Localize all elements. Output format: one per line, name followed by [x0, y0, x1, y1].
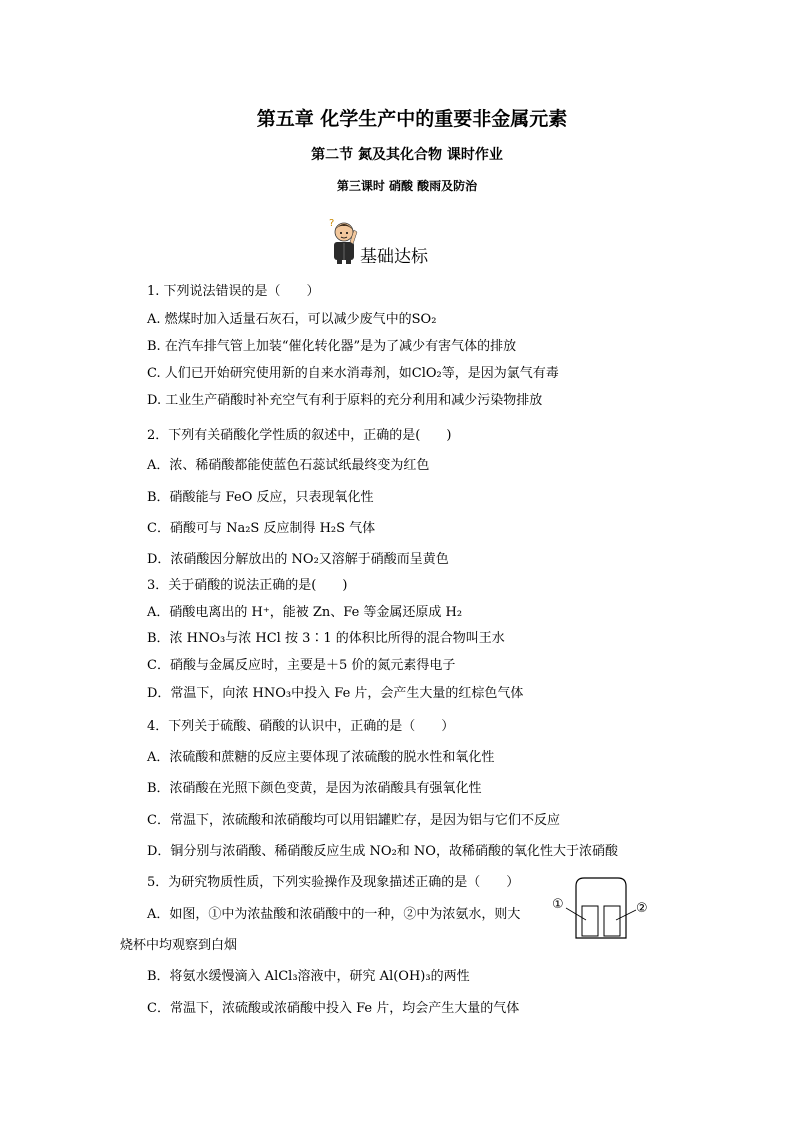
- section-label: 基础达标: [360, 247, 428, 267]
- q3-option-a: A．硝酸电离出的 H⁺，能被 Zn、Fe 等金属还原成 H₂: [147, 605, 463, 620]
- q1-option-c: C. 人们已开始研究使用新的自来水消毒剂，如ClO₂等，是因为氯气有毒: [147, 366, 559, 381]
- q2-stem: 2．下列有关硝酸化学性质的叙述中，正确的是( ): [147, 428, 452, 443]
- diagram-label-1: ①: [552, 897, 564, 912]
- q3-option-c: C．硝酸与金属反应时，主要是＋5 价的氮元素得电子: [147, 658, 456, 673]
- lesson-subtitle: 第三课时 硝酸 酸雨及防治: [336, 179, 478, 193]
- q5-option-a-line2: 烧杯中均观察到白烟: [120, 938, 238, 953]
- q1-stem: 1. 下列说法错误的是（ ）: [147, 284, 320, 299]
- q5-option-a-line1: A．如图，①中为浓盐酸和浓硝酸中的一种，②中为浓氨水，则大: [147, 907, 521, 922]
- q5-option-c: C．常温下，浓硫酸或浓硝酸中投入 Fe 片，均会产生大量的气体: [147, 1001, 520, 1016]
- q2-option-d: D．浓硝酸因分解放出的 NO₂又溶解于硝酸而呈黄色: [147, 552, 449, 567]
- q2-option-c: C．硝酸可与 Na₂S 反应制得 H₂S 气体: [147, 521, 376, 536]
- svg-text:?: ?: [329, 218, 335, 229]
- q5-option-b: B．将氨水缓慢滴入 AlCl₃溶液中，研究 Al(OH)₃的两性: [147, 969, 470, 984]
- q4-option-b: B．浓硝酸在光照下颜色变黄，是因为浓硝酸具有强氧化性: [147, 781, 482, 796]
- q3-stem: 3．关于硝酸的说法正确的是( ): [147, 578, 348, 593]
- q1-option-b: B. 在汽车排气管上加装“催化转化器”是为了减少有害气体的排放: [147, 339, 517, 354]
- q4-option-a: A．浓硫酸和蔗糖的反应主要体现了浓硫酸的脱水性和氧化性: [147, 750, 495, 765]
- q4-option-d: D．铜分别与浓硝酸、稀硝酸反应生成 NO₂和 NO，故稀硝酸的氧化性大于浓硝酸: [147, 844, 618, 859]
- q5-stem: 5．为研究物质性质，下列实验操作及现象描述正确的是（ ）: [147, 875, 520, 890]
- thinking-student-icon: [326, 216, 362, 264]
- q1-option-a: A. 燃煤时加入适量石灰石，可以减少废气中的SO₂: [147, 312, 437, 327]
- q4-option-c: C．常温下，浓硫酸和浓硝酸均可以用铝罐贮存，是因为铝与它们不反应: [147, 813, 560, 828]
- diagram-label-2: ②: [636, 901, 648, 916]
- section-subtitle: 第二节 氮及其化合物 课时作业: [311, 147, 503, 163]
- q2-option-b: B．硝酸能与 FeO 反应，只表现氧化性: [147, 490, 374, 505]
- beaker-diagram: [548, 874, 658, 944]
- q4-stem: 4．下列关于硫酸、硝酸的认识中，正确的是（ ）: [147, 719, 455, 734]
- q3-option-b: B．浓 HNO₃与浓 HCl 按 3∶1 的体积比所得的混合物叫王水: [147, 631, 505, 646]
- q3-option-d: D．常温下，向浓 HNO₃中投入 Fe 片，会产生大量的红棕色气体: [147, 686, 524, 701]
- q1-option-d: D. 工业生产硝酸时补充空气有利于原料的充分利用和减少污染物排放: [147, 393, 543, 408]
- q2-option-a: A．浓、稀硝酸都能使蓝色石蕊试纸最终变为红色: [147, 458, 430, 473]
- page-title: 第五章 化学生产中的重要非金属元素: [256, 108, 568, 130]
